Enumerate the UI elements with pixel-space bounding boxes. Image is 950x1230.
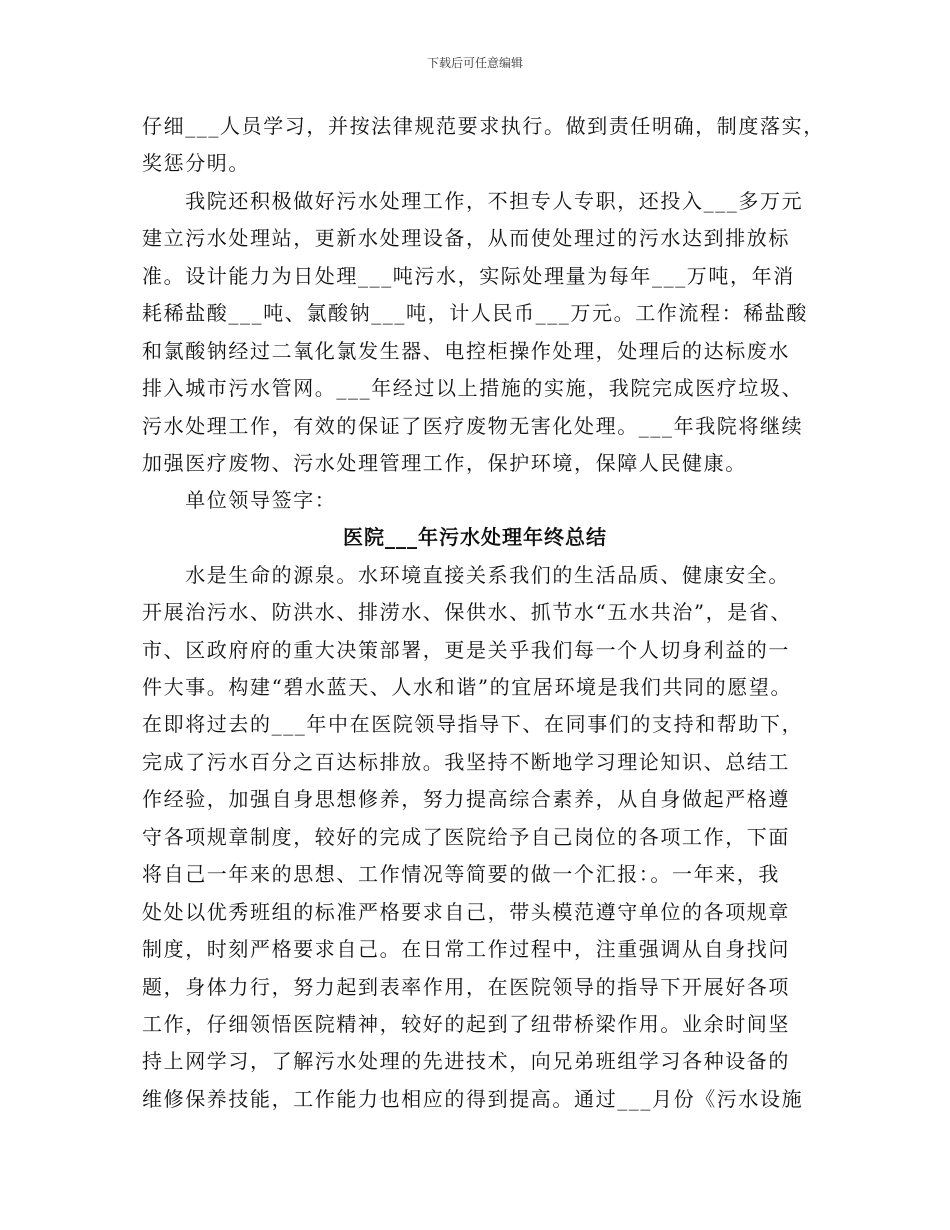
text-line: 在即将过去的___年中在医院领导指导下、在同事们的支持和帮助下， [142, 712, 804, 736]
text-line: 排入城市污水管网。___年经过以上措施的实施，我院完成医疗垃圾、 [142, 376, 804, 400]
text-line: 将自己一年来的思想、工作情况等简要的做一个汇报：。一年来，我 [142, 862, 780, 886]
text-line: 题，身体力行，努力起到表率作用，在医院领导的指导下开展好各项 [142, 975, 790, 999]
text-line: 作经验，加强自身思想修养，努力提高综合素养，从自身做起严格遵 [142, 787, 790, 811]
text-line: 市、区政府府的重大决策部署，更是关乎我们每一个人切身利益的一 [142, 638, 790, 662]
text-line: 准。设计能力为日处理___吨污水，实际处理量为每年___万吨，年消 [142, 264, 795, 288]
text-line: 持上网学习，了解污水处理的先进技术，向兄弟班组学习各种设备的 [142, 1049, 790, 1073]
text-line: 奖惩分明。 [142, 151, 250, 175]
text-line: 工作，仔细领悟医院精神，较好的起到了纽带桥梁作用。业余时间坚 [142, 1012, 790, 1036]
text-line: 制度，时刻严格要求自己。在日常工作过程中，注重强调从自身找问 [142, 937, 790, 961]
text-line: 建立污水处理站，更新水处理设备，从而使处理过的污水达到排放标 [142, 226, 790, 250]
text-line: 加强医疗废物、污水处理管理工作，保护环境，保障人民健康。 [142, 451, 747, 475]
signature-label: 单位领导签字： [142, 488, 337, 512]
text-line: 水是生命的源泉。水环境直接关系我们的生活品质、健康安全。 [142, 563, 790, 587]
text-line: 污水处理工作，有效的保证了医疗废物无害化处理。___年我院将继续 [142, 414, 804, 438]
text-line: 件大事。构建“碧水蓝天、人水和谐”的宜居环境是我们共同的愿望。 [142, 675, 793, 699]
text-line: 耗稀盐酸___吨、氯酸钠___吨，计人民币___万元。工作流程：稀盐酸 [142, 301, 808, 325]
page-header: 下载后可任意编辑 [426, 56, 523, 70]
text-line: 开展治污水、防洪水、排涝水、保供水、抓节水“五水共治”，是省、 [142, 600, 793, 624]
text-line: 仔细___人员学习，并按法律规范要求执行。做到责任明确，制度落实， [142, 114, 825, 138]
text-line: 维修保养技能，工作能力也相应的得到提高。通过___月份《污水设施 [142, 1087, 804, 1111]
section-title: 医院___年污水处理年终总结 [343, 525, 607, 549]
text-line: 处处以优秀班组的标准严格要求自己，带头模范遵守单位的各项规章 [142, 900, 790, 924]
text-line: 和氯酸钠经过二氧化氯发生器、电控柜操作处理，处理后的达标废水 [142, 339, 790, 363]
text-line: 守各项规章制度，较好的完成了医院给予自己岗位的各项工作，下面 [142, 825, 790, 849]
text-line: 我院还积极做好污水处理工作，不担专人专职，还投入___多万元 [142, 189, 804, 213]
text-line: 完成了污水百分之百达标排放。我坚持不断地学习理论知识、总结工 [142, 750, 790, 774]
